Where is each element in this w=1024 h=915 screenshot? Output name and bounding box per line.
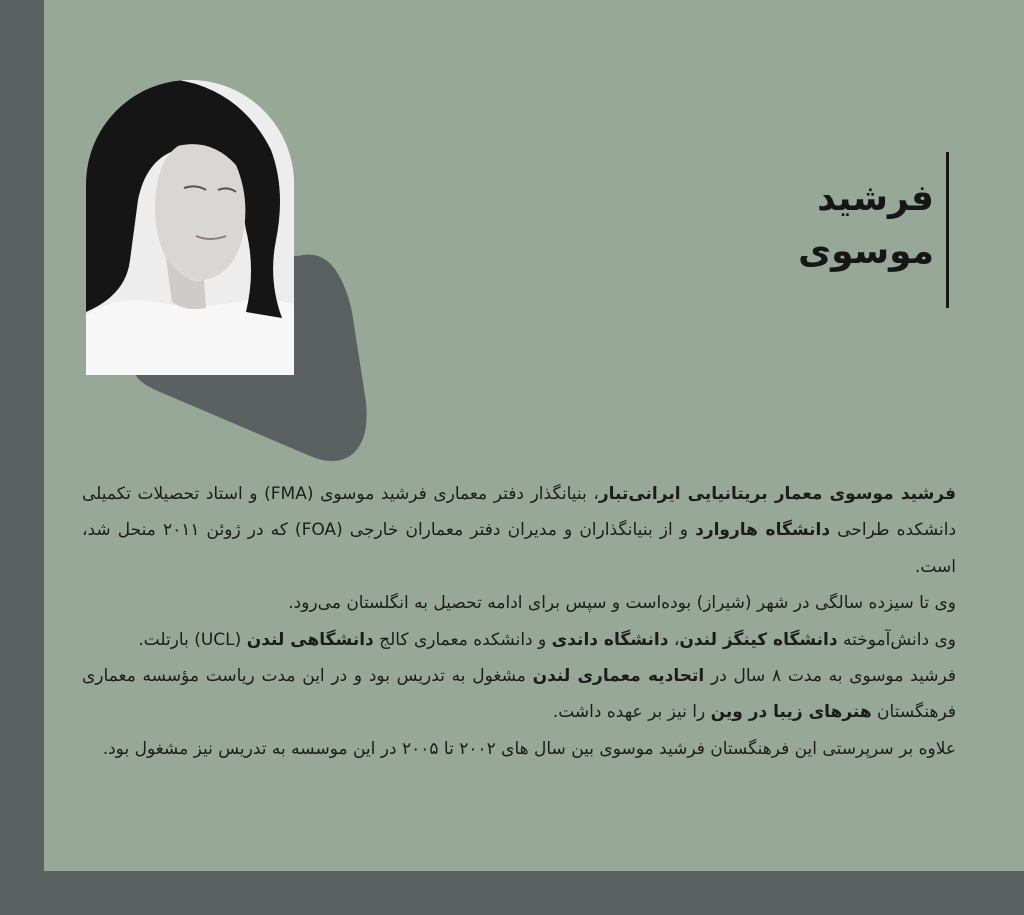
bio-highlight: هنرهای زیبا در وین <box>710 702 872 723</box>
portrait-photo <box>86 80 294 375</box>
bio-highlight: دانشگاه کینگز لندن <box>679 629 838 650</box>
bio-text: و دانشکده معماری کالج <box>373 629 552 650</box>
biography-text <box>82 476 956 767</box>
name-line-2: موسوی <box>798 231 934 272</box>
bio-text: مشغول به تدریس بود و در این مدت ریاست مؤسسه معماری فرهنگستان <box>82 666 956 723</box>
bio-highlight: فرشید موسوی معمار بریتانیایی ایرانی‌تبار <box>598 484 957 504</box>
bio-highlight: اتحادیه معماری لندن <box>532 666 705 687</box>
title-divider <box>946 152 949 308</box>
bio-text: فرشید موسوی به مدت ۸ سال در <box>704 666 956 687</box>
bio-highlight: دانشگاه هاروارد <box>695 520 831 541</box>
bio-text: و از بنیانگذاران و مدیران دفتر معماران خارجی (FOA) که در ژوئن ۲۰۱۱ منحل شد، است. <box>82 520 956 577</box>
name-line-1: فرشید <box>817 178 934 219</box>
bio-text: وی دانش‌آموخته <box>837 629 956 650</box>
bio-paragraph-5: علاوه بر سرپرستی این فرهنگستان فرشید موسوی بین سال های ۲۰۰۲ تا ۲۰۰۵ در این موسسه به تدریس نیز مشغول بود. <box>102 738 956 759</box>
bio-highlight: دانشگاه داندی <box>551 629 669 650</box>
bio-text: ، بنیانگذار دفتر معماری فرشید موسوی (FMA) و استاد تحصیلات تکمیلی دانشکده طراحی <box>82 484 957 541</box>
bio-highlight: دانشگاهی لندن <box>246 629 374 650</box>
bio-text: را نیز بر عهده داشت. <box>552 702 711 723</box>
bio-text: ، <box>668 629 680 650</box>
bio-text: (UCL) بارتلت. <box>138 629 247 650</box>
name-title <box>674 172 934 278</box>
bio-paragraph-2: وی تا سیزده سالگی در شهر (شیراز) بوده‌است و سپس برای ادامه تحصیل به انگلستان می‌رود. <box>288 593 956 614</box>
bio-paragraph-3 <box>82 622 956 658</box>
bio-paragraph-1 <box>82 476 956 585</box>
bio-paragraph-4 <box>82 658 956 731</box>
